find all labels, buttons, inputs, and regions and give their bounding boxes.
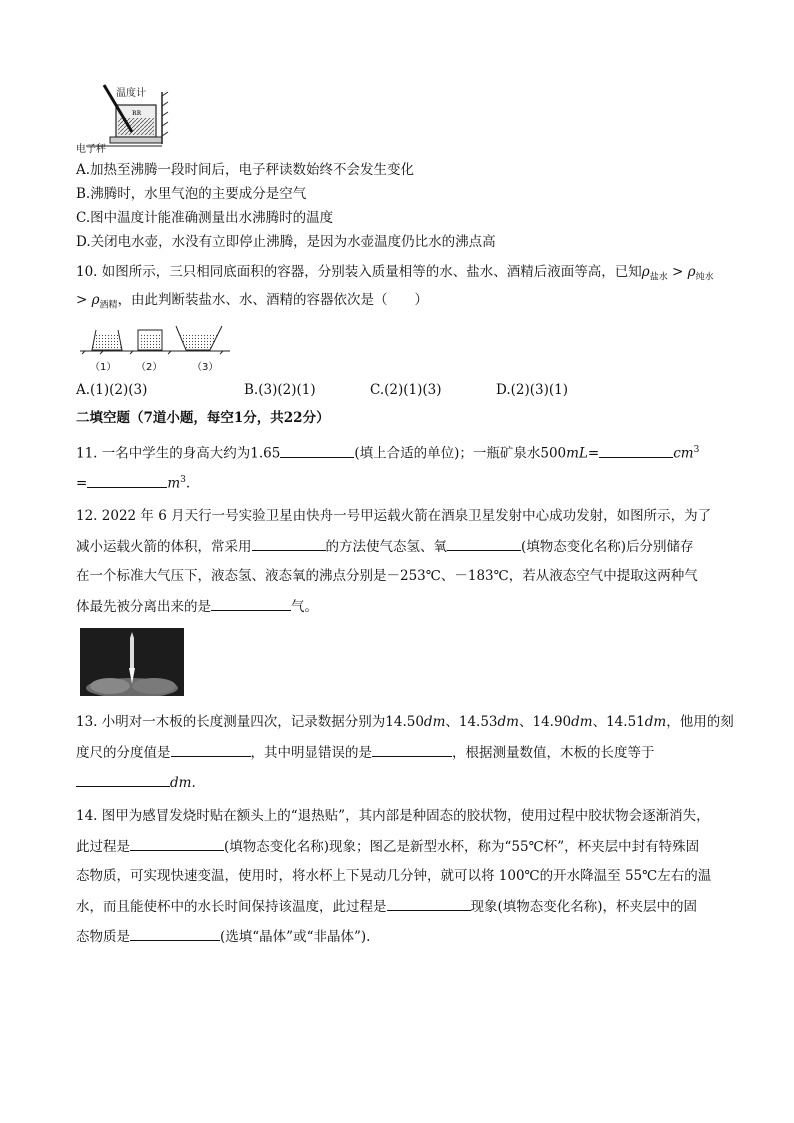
q14-line5 bbox=[76, 926, 370, 947]
q12-blank-3[interactable] bbox=[211, 596, 291, 611]
q11-blank-2[interactable] bbox=[599, 443, 673, 458]
q13-line2 bbox=[76, 742, 655, 763]
q12-l4b: 气。 bbox=[291, 599, 318, 615]
q14-l4b: 现象(填物态变化名称)，杯夹层中的固 bbox=[470, 899, 698, 915]
unit-ml: mL bbox=[566, 445, 588, 462]
q13-l1d: 、14.51 bbox=[592, 714, 645, 730]
unit-cm: cm bbox=[673, 445, 694, 462]
q9-option-a: A.加热至沸腾一段时间后，电子秤读数始终不会发生变化 bbox=[76, 162, 415, 178]
q13-l1e: ，他用的刻 bbox=[666, 714, 734, 730]
q14-line3: 态物质，可实现快速变温，使用时，将水杯上下晃动几分钟，就可以将 100℃的开水降温至 55℃左右的温 bbox=[76, 868, 712, 884]
q13-l2a: 度尺的分度值是 bbox=[76, 745, 171, 761]
unit-dm: dm bbox=[571, 714, 593, 730]
q9-option-c: C.图中温度计能准确测量出水沸腾时的温度 bbox=[76, 210, 334, 226]
q11-line1 bbox=[76, 440, 699, 464]
gt-symbol: > bbox=[672, 264, 684, 280]
cube-superscript: 3 bbox=[180, 475, 186, 485]
q13-l1c: 、14.90 bbox=[518, 714, 572, 730]
q14-l5b: (选填“晶体”或“非晶体”). bbox=[220, 929, 371, 945]
thermometer-label: 温度计 bbox=[116, 88, 146, 99]
q13-blank-3[interactable] bbox=[76, 772, 170, 787]
q13-line3 bbox=[76, 772, 196, 793]
q13-l1b: 、14.53 bbox=[445, 714, 498, 730]
q13-blank-1[interactable] bbox=[171, 742, 251, 757]
q10-option-a: A.(1)(2)(3) bbox=[76, 382, 148, 398]
q11-period: . bbox=[185, 475, 191, 492]
container-label-3: （3） bbox=[192, 362, 219, 373]
q11-blank-1[interactable] bbox=[280, 443, 354, 458]
rho-symbol: ρ bbox=[687, 264, 696, 280]
svg-text:ʀʀ: ʀʀ bbox=[132, 108, 142, 117]
section-2-heading: 二填空题（7道小题，每空1分，共22分） bbox=[76, 410, 330, 426]
q11-part1: 11. 一名中学生的身高大约为1.65 bbox=[76, 445, 281, 462]
q13-l1a: 13. 小明对一木板的长度测量四次，记录数据分别为14.50 bbox=[76, 714, 424, 730]
q11-blank-3[interactable] bbox=[87, 473, 167, 488]
rho-salt-sub: 盐水 bbox=[649, 272, 668, 283]
q14-blank-2[interactable] bbox=[387, 896, 471, 911]
q12-l4a: 体最先被分离出来的是 bbox=[76, 599, 211, 615]
q14-l2a: 此过程是 bbox=[76, 839, 130, 855]
q10-option-b: B.(3)(2)(1) bbox=[244, 382, 316, 398]
boiling-figure bbox=[76, 80, 186, 155]
unit-dm: dm bbox=[423, 714, 446, 730]
q14-line2 bbox=[76, 836, 699, 857]
q9-option-d: D.关闭电水壶，水没有立即停止沸腾，是因为水壶温度仍比水的沸点高 bbox=[76, 234, 496, 250]
q10-stem-line2 bbox=[76, 290, 428, 316]
gt-symbol: > bbox=[76, 292, 88, 308]
q11-line2 bbox=[76, 470, 190, 494]
unit-dm: dm bbox=[497, 714, 519, 730]
q12-blank-1[interactable] bbox=[252, 536, 326, 551]
q14-l4a: 水，而且能使杯中的水长时间保持该温度，此过程是 bbox=[76, 899, 387, 915]
q12-line4 bbox=[76, 596, 318, 617]
rocket-launch-photo bbox=[80, 628, 184, 696]
q12-line2 bbox=[76, 536, 694, 557]
q13-line1 bbox=[76, 712, 734, 732]
q14-l2b: (填物态变化名称)现象；图乙是新型水杯，称为“55℃杯”，杯夹层中封有特殊固 bbox=[224, 839, 700, 855]
q12-l2c: (填物态变化名称)后分别储存 bbox=[521, 539, 694, 555]
unit-m: m bbox=[167, 475, 181, 492]
unit-dm: dm bbox=[644, 714, 667, 730]
rho-symbol: ρ bbox=[91, 292, 100, 308]
q12-l2a: 减小运载火箭的体积，常采用 bbox=[76, 539, 252, 555]
q10-text1: 10. 如图所示，三只相同底面积的容器，分别装入质量相等的水、盐水、酒精后液面等高，已知 bbox=[76, 264, 642, 280]
q13-blank-2[interactable] bbox=[372, 742, 452, 757]
q14-line4 bbox=[76, 896, 697, 917]
container-label-2: （2） bbox=[136, 362, 163, 373]
equals-sign: = bbox=[587, 445, 600, 462]
q12-l2b: 的方法使气态氢、氧 bbox=[325, 539, 447, 555]
q9-option-b: B.沸腾时，水里气泡的主要成分是空气 bbox=[76, 186, 307, 202]
q10-option-d: D.(2)(3)(1) bbox=[496, 382, 569, 398]
q10-stem-line1 bbox=[76, 262, 714, 288]
q14-blank-3[interactable] bbox=[130, 926, 220, 941]
cube-superscript: 3 bbox=[693, 445, 700, 455]
container-label-1: （1） bbox=[90, 362, 117, 373]
scale-label: 电子秤 bbox=[76, 144, 106, 155]
q12-line1: 12. 2022 年 6 月天行一号实验卫星由快舟一号甲运载火箭在酒泉卫星发射中心成功发射，如图所示，为了 bbox=[76, 508, 712, 524]
q14-blank-1[interactable] bbox=[130, 836, 224, 851]
equals-sign: = bbox=[76, 475, 88, 492]
q12-blank-2[interactable] bbox=[447, 536, 521, 551]
q14-l5a: 态物质是 bbox=[76, 929, 130, 945]
q12-line3: 在一个标准大气压下，液态氢、液态氧的沸点分别是－253℃、－183℃，若从液态空气中提取这两种气 bbox=[76, 568, 698, 584]
rho-water-sub: 纯水 bbox=[695, 272, 714, 283]
rho-symbol: ρ bbox=[641, 264, 650, 280]
q10-text2: ，由此判断装盐水、水、酒精的容器依次是（ ） bbox=[117, 292, 429, 308]
q13-l2c: ，根据测量数值，木板的长度等于 bbox=[452, 745, 655, 761]
q13-period: . bbox=[191, 775, 196, 791]
q11-part2: (填上合适的单位)；一瓶矿泉水500 bbox=[354, 445, 567, 462]
rho-alcohol-sub: 酒精 bbox=[99, 300, 118, 311]
q10-option-c: C.(2)(1)(3) bbox=[370, 382, 442, 398]
q13-l2b: ，其中明显错误的是 bbox=[250, 745, 372, 761]
q14-line1: 14. 图甲为感冒发烧时贴在额头上的“退热贴”，其内部是种固态的胶状物，使用过程中胶状物会逐渐消失， bbox=[76, 808, 710, 824]
rocket-icon bbox=[80, 628, 184, 696]
unit-dm: dm bbox=[170, 775, 192, 791]
containers-figure bbox=[80, 322, 240, 374]
three-containers-icon bbox=[80, 322, 240, 362]
